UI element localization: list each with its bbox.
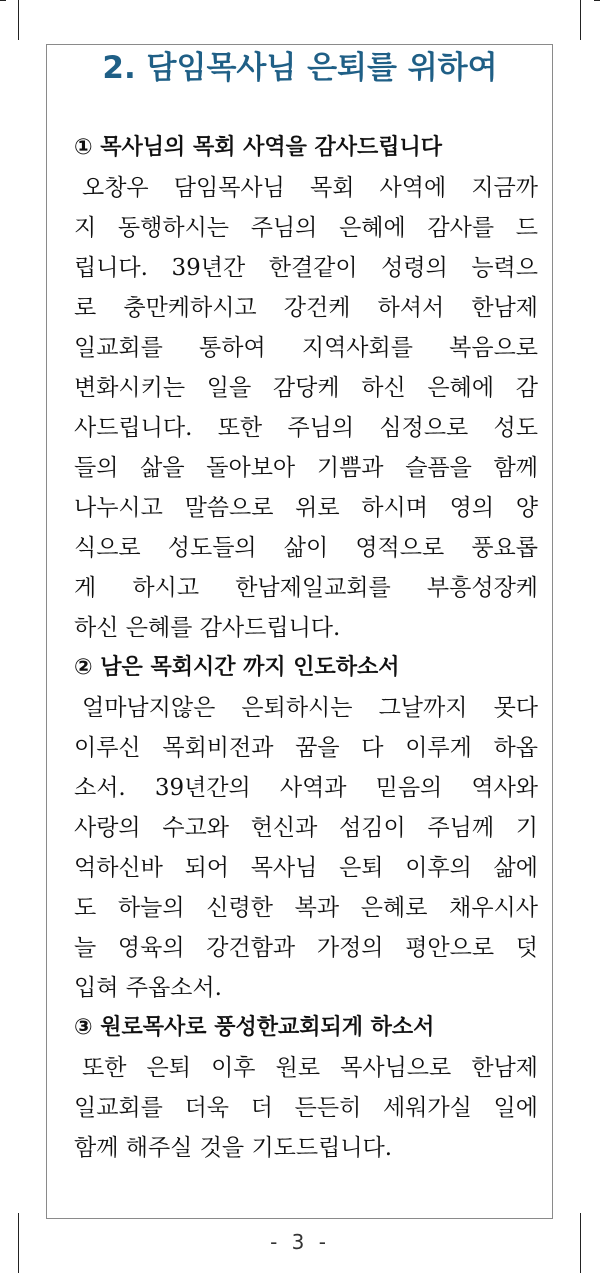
paragraph-line: 일교회를 더욱 더 든든히 세워가실 일에 (74, 1095, 538, 1121)
paragraph-line: 소서. 39년간의 사역과 믿음의 역사와 (74, 775, 538, 801)
section-2 (74, 648, 538, 1008)
paragraph-line: 오창우 담임목사님 목회 사역에 지금까 (82, 175, 538, 201)
page-number: - 3 - (270, 1230, 330, 1254)
paragraph-line: 로 충만케하시고 강건케 하셔서 한남제 (74, 295, 538, 321)
paragraph-line: 얼마남지않은 은퇴하시는 그날까지 못다 (82, 695, 538, 721)
paragraph-line: 지 동행하시는 주님의 은혜에 감사를 드 (74, 215, 538, 241)
paragraph-line: 들의 삶을 돌아보아 기쁨과 슬픔을 함께 (74, 455, 538, 481)
page-title: 2. 담임목사님 은퇴를 위하여 (102, 50, 498, 86)
paragraph-line: 일교회를 통하여 지역사회를 복음으로 (74, 335, 538, 361)
section-heading: ③ 원로목사로 풍성한교회되게 하소서 (74, 1015, 435, 1040)
crop-mark-top-right-h (594, 0, 600, 1)
paragraph-line: 게 하시고 한남제일교회를 부흥성장케 (74, 575, 538, 601)
section-heading: ② 남은 목회시간 까지 인도하소서 (74, 655, 400, 680)
crop-mark-top-left-h (0, 0, 6, 1)
section-1 (74, 128, 538, 648)
paragraph-line: 이루신 목회비전과 꿈을 다 이루게 하옵 (74, 735, 538, 761)
paragraph-line: 억하신바 되어 목사님 은퇴 이후의 삶에 (74, 855, 538, 881)
section-3 (74, 1008, 538, 1168)
paragraph-line: 함께 해주실 것을 기도드립니다. (74, 1135, 393, 1161)
paragraph-line: 또한 은퇴 이후 원로 목사님으로 한남제 (82, 1055, 538, 1081)
paragraph-line: 도 하늘의 신령한 복과 은혜로 채우시사 (74, 895, 538, 921)
paragraph-line: 립니다. 39년간 한결같이 성령의 능력으 (74, 255, 538, 281)
crop-mark-top-right (580, 0, 581, 40)
paragraph-line: 늘 영육의 강건함과 가정의 평안으로 덧 (74, 935, 538, 961)
crop-mark-top-left (18, 0, 19, 40)
paragraph-line: 하신 은혜를 감사드립니다. (74, 615, 341, 641)
paragraph-line: 사랑의 수고와 헌신과 섬김이 주님께 기 (74, 815, 538, 841)
document-body (74, 128, 538, 1168)
paragraph-line: 변화시키는 일을 감당케 하신 은혜에 감 (74, 375, 538, 401)
paragraph-line: 식으로 성도들의 삶이 영적으로 풍요롭 (74, 535, 538, 561)
section-heading: ① 목사님의 목회 사역을 감사드립니다 (74, 135, 443, 160)
paragraph-line: 사드립니다. 또한 주님의 심정으로 성도 (74, 415, 538, 441)
paragraph-line: 입혀 주옵소서. (74, 975, 222, 1001)
paragraph-line: 나누시고 말씀으로 위로 하시며 영의 양 (74, 495, 538, 521)
